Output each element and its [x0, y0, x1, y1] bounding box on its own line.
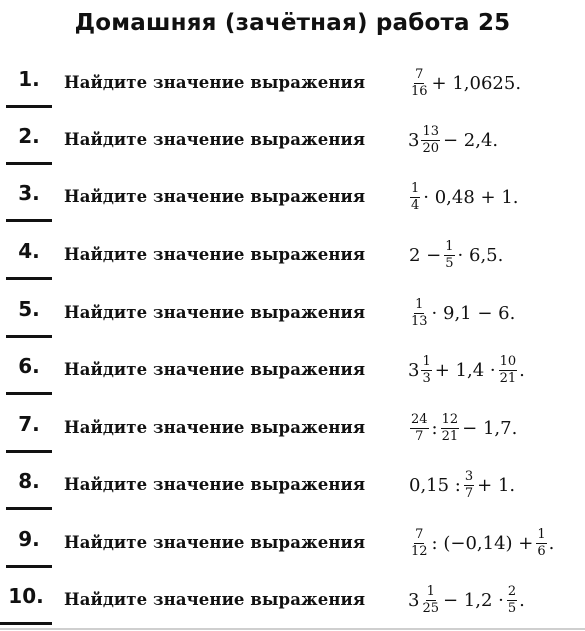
fraction: $\frac{10}{21}$: [499, 353, 517, 386]
task-5: [0, 288, 585, 338]
bottom-divider: [0, 628, 585, 630]
task-prompt: Найдите значение выражения: [64, 73, 366, 92]
task-3: [0, 172, 585, 222]
task-expression: 0,15 : $\frac{3}{7}$ + 1.: [409, 468, 516, 501]
fraction: $\frac{1}{3}$: [422, 353, 431, 386]
fraction: $\frac{1}{25}$: [422, 583, 439, 616]
fraction: $\frac{1}{6}$: [537, 526, 546, 559]
task-expression: 3 $\frac{13}{20}$ − 2,4.: [408, 123, 499, 156]
task-expression: 2 − $\frac{1}{5}$ · 6,5.: [409, 238, 504, 271]
fraction: $\frac{1}{13}$: [411, 296, 428, 329]
task-number: 2.: [6, 115, 52, 165]
task-prompt: Найдите значение выражения: [64, 187, 366, 206]
task-number: 7.: [6, 403, 52, 453]
fraction: $\frac{12}{21}$: [441, 411, 459, 444]
task-prompt: Найдите значение выражения: [64, 303, 366, 322]
task-prompt: Найдите значение выражения: [64, 533, 366, 552]
task-10: [0, 575, 585, 625]
task-number: 6.: [6, 345, 52, 395]
fraction: $\frac{7}{16}$: [411, 66, 428, 99]
task-8: [0, 460, 585, 510]
task-6: [0, 345, 585, 395]
task-expression: 3 $\frac{1}{25}$ − 1,2 · $\frac{2}{5}$ .: [408, 583, 525, 616]
task-number: 4.: [6, 230, 52, 280]
fraction: $\frac{1}{4}$: [411, 180, 420, 213]
task-prompt: Найдите значение выражения: [64, 475, 366, 494]
task-number: 5.: [6, 288, 52, 338]
task-1: [0, 58, 585, 108]
task-expression: $\frac{7}{12}$ : (−0,14) + $\frac{1}{6}$ .: [411, 526, 555, 559]
task-prompt: Найдите значение выражения: [64, 590, 366, 609]
page-title: Домашняя (зачётная) работа 25: [74, 10, 511, 36]
task-prompt: Найдите значение выражения: [64, 245, 366, 264]
task-number: 3.: [6, 172, 52, 222]
task-expression: $\frac{1}{13}$ · 9,1 − 6.: [411, 296, 516, 329]
task-expression: 3 $\frac{1}{3}$ + 1,4 · $\frac{10}{21}$ .: [408, 353, 525, 386]
fraction: $\frac{1}{5}$: [445, 238, 454, 271]
task-2: [0, 115, 585, 165]
task-9: [0, 518, 585, 568]
task-number: 10.: [0, 575, 52, 625]
task-4: [0, 230, 585, 280]
fraction: $\frac{7}{12}$: [411, 526, 428, 559]
fraction: $\frac{13}{20}$: [422, 123, 439, 156]
fraction: $\frac{2}{5}$: [507, 583, 517, 616]
task-prompt: Найдите значение выражения: [64, 130, 366, 149]
task-expression: $\frac{7}{16}$ + 1,0625.: [411, 66, 522, 99]
task-prompt: Найдите значение выражения: [64, 418, 366, 437]
task-number: 9.: [6, 518, 52, 568]
task-prompt: Найдите значение выражения: [64, 360, 366, 379]
fraction: $\frac{3}{7}$: [464, 468, 474, 501]
task-expression: $\frac{24}{7}$ : $\frac{12}{21}$ − 1,7.: [411, 411, 518, 444]
fraction: $\frac{24}{7}$: [411, 411, 428, 444]
task-number: 1.: [6, 58, 52, 108]
task-7: [0, 403, 585, 453]
task-expression: $\frac{1}{4}$ · 0,48 + 1.: [411, 180, 519, 213]
task-number: 8.: [6, 460, 52, 510]
